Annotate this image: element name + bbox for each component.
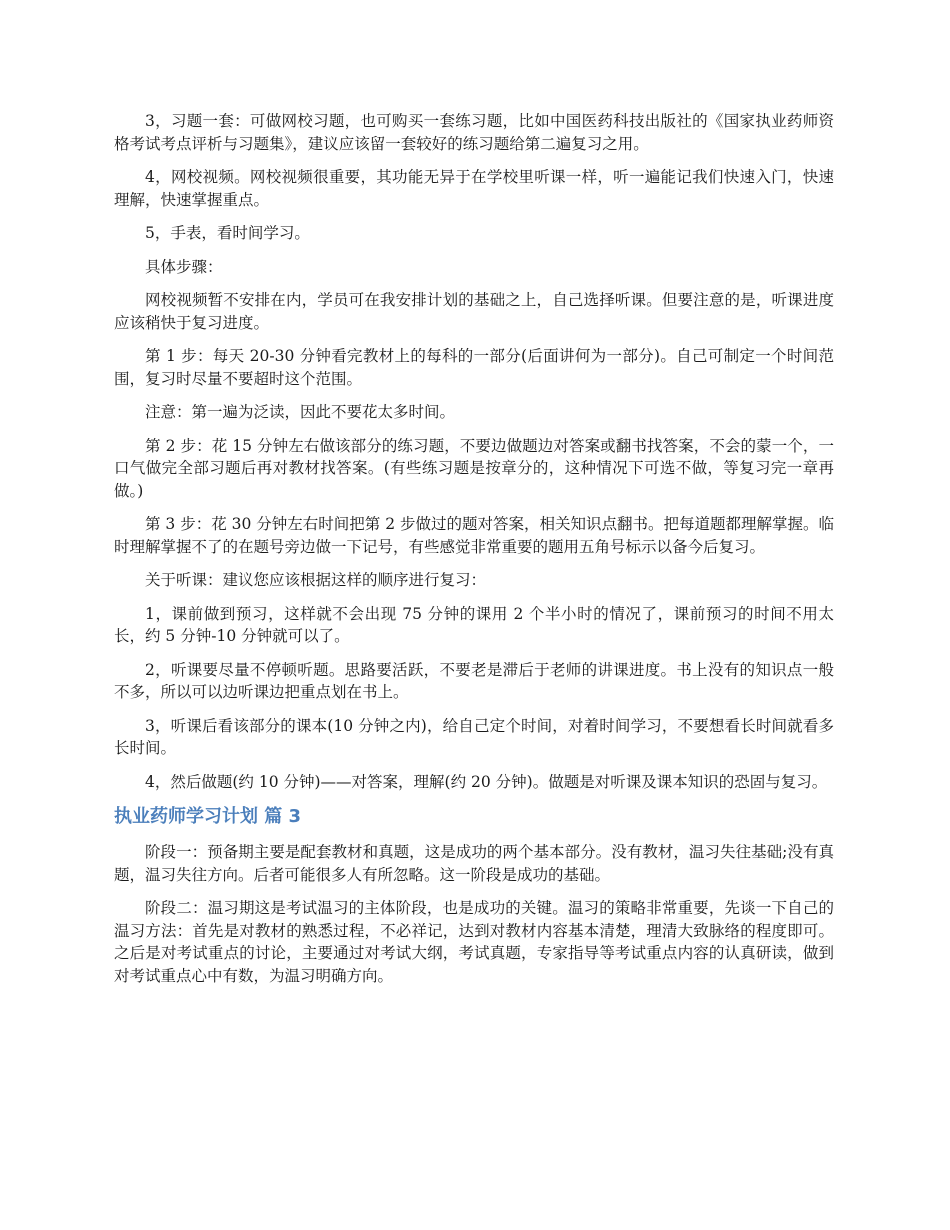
- paragraph-step-2: 第 2 步：花 15 分钟左右做该部分的练习题，不要边做题边对答案或翻书找答案，不会的蒙一个，一口气做完全部习题后再对教材找答案。(有些练习题是按章分的，这种情况下可选不做，等复习完一章再做。): [114, 436, 834, 500]
- paragraph-lecture-1: 1，课前做到预习，这样就不会出现 75 分钟的课用 2 个半小时的情况了，课前预习的时间不用太长，约 5 分钟-10 分钟就可以了。: [114, 604, 834, 645]
- paragraph-note: 注意：第一遍为泛读，因此不要花太多时间。: [145, 403, 456, 421]
- paragraph-watch: 5，手表，看时间学习。: [145, 224, 310, 242]
- paragraph-lecture-4: 4，然后做题(约 10 分钟)——对答案，理解(约 20 分钟)。做题是对听课及课本知识的恐固与复习。: [145, 772, 828, 791]
- paragraph-stage-1: 阶段一：预备期主要是配套教材和真题，这是成功的两个基本部分。没有教材，温习失往基础;没有真题，温习失往方向。后者可能很多人有所忽略。这一阶段是成功的基础。: [114, 843, 834, 884]
- paragraph-lecture-3: 3，听课后看该部分的课本(10 分钟之内)，给自己定个时间，对着时间学习，不要想看长时间就看多长时间。: [114, 716, 834, 757]
- document-page: [114, 110, 834, 998]
- paragraph-practice-set: 3，习题一套：可做网校习题，也可购买一套练习题，比如中国医药科技出版社的《国家执业药师资格考试考点评析与习题集》，建议应该留一套较好的练习题给第二遍复习之用。: [114, 112, 834, 153]
- paragraph-lecture-2: 2，听课要尽量不停顿听题。思路要活跃，不要老是滞后于老师的讲课进度。书上没有的知识点一般不多，所以可以边听课边把重点划在书上。: [114, 660, 834, 701]
- paragraph-about-lectures: 关于听课：建议您应该根据这样的顺序进行复习：: [145, 571, 487, 589]
- paragraph-video-note: 网校视频暂不安排在内，学员可在我安排计划的基础之上，自己选择听课。但要注意的是，听课进度应该稍快于复习进度。: [114, 291, 834, 332]
- paragraph-online-video: 4，网校视频。网校视频很重要，其功能无异于在学校里听课一样，听一遍能记我们快速入门，快速理解，快速掌握重点。: [114, 168, 834, 209]
- paragraph-step-1: 第 1 步：每天 20-30 分钟看完教材上的每科的一部分(后面讲何为一部分)。自己可制定一个时间范围，复习时尽量不要超时这个范围。: [114, 347, 834, 388]
- section-heading: 执业药师学习计划 篇 3: [114, 806, 302, 827]
- paragraph-specific-steps: 具体步骤：: [145, 257, 223, 276]
- paragraph-stage-2: 阶段二：温习期这是考试温习的主体阶段，也是成功的关键。温习的策略非常重要，先谈一下自己的温习方法：首先是对教材的熟悉过程，不必祥记，达到对教材内容基本清楚，理清大致脉络的程度即可。之后是对考试重点的讨论，主要通过对考试大纲，考试真题，专家指导等考试重点内容的认真研读，做到对考试重点心中有数，为温习明确方向。: [114, 899, 834, 985]
- paragraph-step-3: 第 3 步：花 30 分钟左右时间把第 2 步做过的题对答案，相关知识点翻书。把每道题都理解掌握。临时理解掌握不了的在题号旁边做一下记号，有些感觉非常重要的题用五角号标示以备今后复习。: [114, 515, 835, 556]
